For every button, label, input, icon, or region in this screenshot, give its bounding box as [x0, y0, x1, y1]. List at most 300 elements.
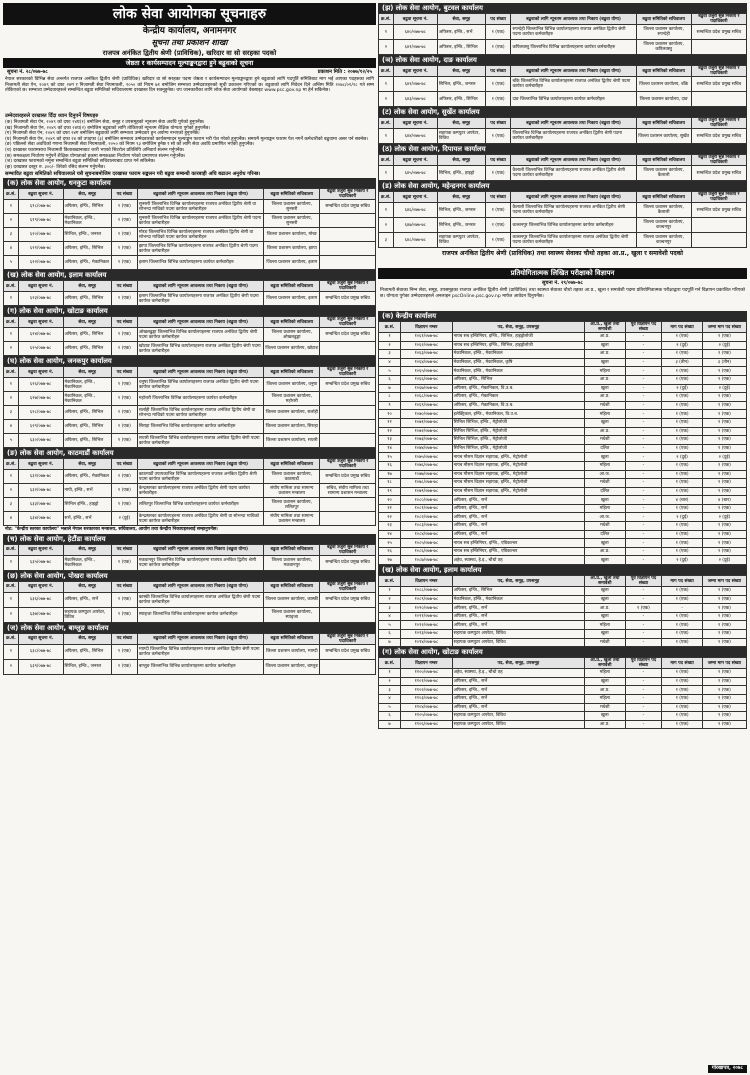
column-header: पद संख्या [111, 544, 137, 555]
table-cell: १ (एक) [111, 592, 137, 607]
table-cell: १ (एक) [111, 392, 137, 406]
table-cell: खुला [585, 630, 625, 639]
column-header: बढुवा सूचना नं. [393, 118, 437, 129]
table-cell: २ [4, 607, 19, 622]
table-row [379, 638, 747, 647]
column-header: बढुवा समितिको सचिवालय [264, 367, 320, 378]
column-header: पद, सेवा, समूह, उपसमूह [452, 322, 584, 333]
table-cell: ११०३/०७७-७८ [401, 694, 453, 703]
office-title: (ट) लोक सेवा आयोग, सुर्खेत कार्यालय [378, 107, 747, 117]
table-cell: जिल्ला प्रशासन कार्यालय, मोरङ [264, 228, 320, 242]
table-cell: २ [379, 218, 394, 233]
table-row [4, 498, 376, 512]
condition-item: (ग) निजामती सेवा ऐन, २०४९ को दफा २४ग बमोजिम बढुवाको लागि सम्भाव्य उम्मेदवार हुन अयोग्य नभएको हुनुपर्नेछ। [5, 131, 200, 137]
condition-item: (ज) दरखास्त फारामको नमूना सम्बन्धित बढुवा समितिको सचिवालयबाट प्राप्त गर्न सकिनेछ। [5, 159, 156, 165]
column-header: विज्ञापन नम्बर [401, 658, 453, 669]
office-title: (ज) लोक सेवा आयोग, बाग्लुङ कार्यालय [3, 623, 376, 633]
office-title: (ङ) लोक सेवा आयोग, काठमाडौं कार्यालय [3, 448, 376, 458]
exam-intro: निजामती सेवाका निम्न सेवा, समूह, उपसमूहका राजपत्र अनंकित द्वितीय श्रेणी (प्राविधिक) तथा स्वास्थ्य सेवाका चौथो तहका आ.प्र., खुला र समावेशी पदमा प्रतियोगितात्मक परीक्षाद्वारा पदपूर्ति गर्न विज्ञापन प्रकाशित गरिएको छ। योग्यता पुगेका उम्मेदवारहरुले अनलाइन pscOnline.psc.gov.np मार्फत आवेदन दिनुपर्नेछ। [380, 288, 745, 299]
table-cell: १ (एक) [662, 621, 702, 630]
table-cell: १ (एक) [702, 595, 746, 604]
exam-office-title: (ग) लोक सेवा आयोग, खोटाङ कार्यालय [378, 647, 747, 657]
table-cell: १ (एक) [662, 427, 702, 436]
table-header-row [379, 322, 747, 333]
table-cell: १ (एक) [625, 604, 662, 613]
column-header: बढुवा समितिको सचिवालय [264, 189, 320, 200]
table-cell: १ (एक) [111, 659, 137, 674]
column-header: बढुवाको लागि न्यूनतम आवश्यक तथा निकाय (बढुवा योग्य) [137, 189, 263, 200]
table-cell: मेकानिकल, इन्जि., मेकानिकल [452, 350, 584, 359]
table-cell: - [625, 367, 662, 376]
table-row [379, 530, 747, 539]
table-cell: १ [4, 378, 19, 392]
table-cell: मधेशी [585, 638, 625, 647]
table-cell: मेकानिकल, इन्जि., मेकानिकल [63, 392, 111, 406]
table-cell: अहेव, स्वास्थ्य, हे.इ., चौथो तह [452, 669, 584, 678]
table-cell: २ [4, 214, 19, 228]
table-cell: १०९३/०७७-७८ [401, 630, 453, 639]
table-cell: कैलाली जिल्लाभित्र विभिन्न कार्यालयहरुमा राजपत्र अनंकित द्वितीय श्रेणी पदमा कार्यरत कर्मचारीहरु [511, 203, 636, 218]
table-cell: - [625, 677, 662, 686]
table-row [4, 292, 376, 306]
table-header-row [379, 118, 747, 129]
table-cell: १०८५/०७७-७८ [401, 539, 453, 548]
table-cell: जिल्ला प्रशासन कार्यालय, रुपन्देही [636, 25, 691, 40]
column-header: बढुवाको लागि न्यूनतम आवश्यक तथा निकाय (बढुवा योग्य) [511, 155, 636, 166]
table-cell: १ [4, 200, 19, 214]
table-cell: दलित [585, 487, 625, 496]
table-cell: १ (एक) [485, 129, 511, 144]
table-row [379, 504, 747, 513]
table-cell: सम्बन्धित प्रदेश प्रमुख सचिव [320, 328, 376, 342]
left-office-tables-2 [3, 534, 376, 675]
table-cell: जिल्ला प्रशासन कार्यालय, ललितपुर [264, 498, 320, 512]
table-cell: सिभिल, इन्जि., जनरल [63, 659, 111, 674]
table-cell: जिल्ला प्रशासन कार्यालय, स्याङ्जा [264, 607, 320, 622]
table-cell: खुला [585, 358, 625, 367]
table-cell: मधेशी [585, 522, 625, 531]
column-header: बढुवा उजुरी सुन्ने निकाय र पदाधिकारी [691, 155, 746, 166]
table-cell: १ (एक) [702, 694, 746, 703]
table-cell: १०६८/०७७-७८ [401, 393, 453, 402]
table-cell: अफिसर, इन्जि., सिभिल [63, 292, 111, 306]
table-cell: खुला [585, 587, 625, 596]
table-row [379, 479, 747, 488]
promotion-table [378, 65, 747, 107]
table-cell: अफिसर, इन्जि., मेकानिकल [63, 256, 111, 270]
table-cell: १ (एक) [702, 669, 746, 678]
promotion-table [3, 633, 376, 675]
table-cell: १०६२/०७७-७८ [401, 341, 453, 350]
table-cell: २ (दुई) [702, 453, 746, 462]
kathmandu-note: नोट: "केन्द्रीय स्तरका कार्यालय" भन्नाले नेपाल सरकारका मन्त्रालय, सचिवालय, आयोग तथा केन्द्रीय निकायहरुलाई सम्झनुपर्नेछ। [5, 527, 218, 533]
table-cell: अफिसर, इन्जि., सिभिल [437, 92, 485, 107]
table-cell: ६२६/०७७-७८ [18, 378, 63, 392]
table-cell: - [625, 669, 662, 678]
table-cell: १ [379, 25, 394, 40]
table-cell: नायब मौसम विज्ञान सहायक, इन्जि., मेट्रोलोजी [452, 461, 584, 470]
column-header: बढुवा उजुरी सुन्ने निकाय र पदाधिकारी [320, 189, 376, 200]
table-row [379, 595, 747, 604]
table-row [4, 214, 376, 228]
table-row [379, 461, 747, 470]
table-cell: अफिसर, इन्जि., सिभिल [63, 200, 111, 214]
column-header: बढुवाको लागि न्यूनतम आवश्यक तथा निकाय (बढुवा योग्य) [137, 633, 263, 644]
table-cell: १५ [379, 453, 401, 462]
promotion-table [3, 581, 376, 623]
table-cell: मकवानपुर जिल्लाभित्र विभिन्न कार्यालयहरुमा राजपत्र अनंकित द्वितीय श्रेणी पदमा कार्यरत कर्मचारीहरु [137, 555, 263, 570]
table-cell: आ.प्र. [585, 686, 625, 695]
table-cell: १०७४/०७७-७८ [401, 444, 453, 453]
office-title: (छ) लोक सेवा आयोग, पोखरा कार्यालय [3, 571, 376, 581]
table-cell: आ.ज. [585, 470, 625, 479]
table-cell: १ [379, 587, 401, 596]
notice-subtitle: राजपत्र अनंकित द्वितीय श्रेणी (प्राविधिक), खरिदार वा सो सरहका पदको [102, 49, 277, 57]
table-cell: ११०५/०७७-७८ [401, 712, 453, 721]
table-header-row [379, 192, 747, 203]
table-header-row [4, 189, 376, 200]
table-row [379, 40, 747, 55]
table-cell [320, 242, 376, 256]
table-row [379, 410, 747, 419]
table-cell: जिल्ला प्रशासन कार्यालय, इलाम [264, 292, 320, 306]
table-cell: १ [379, 77, 394, 92]
table-cell: १ (एक) [662, 587, 702, 596]
table-cell: १ (एक) [111, 420, 137, 434]
table-cell: सम्बन्धित प्रदेश प्रमुख सचिव [320, 555, 376, 570]
table-cell: आ.प्र. [585, 427, 625, 436]
table-cell: २ (दुई) [662, 384, 702, 393]
promotion-table [378, 154, 747, 181]
promotion-table [3, 188, 376, 270]
table-cell: - [625, 410, 662, 419]
column-header: बढुवाको लागि न्यूनतम आवश्यक तथा निकाय (बढुवा योग्य) [137, 367, 263, 378]
promotion-table [378, 191, 747, 248]
table-cell: ६३४/०७७-७८ [18, 512, 63, 526]
table-row [379, 522, 747, 531]
table-cell: - [625, 612, 662, 621]
table-cell: १ (एक) [702, 703, 746, 712]
table-cell: सिभिल सिभिल, इन्जि., मेट्रोलोजी [452, 418, 584, 427]
exam-table [378, 321, 747, 565]
table-cell: - [625, 358, 662, 367]
column-header: बढुवा सूचना नं. [18, 581, 63, 592]
table-cell: ६२०/०७७-७८ [18, 228, 63, 242]
table-row [379, 401, 747, 410]
column-header: क्र.सं. [4, 633, 19, 644]
column-header: सेवा, समूह [63, 459, 111, 470]
table-cell: १०७३/०७७-७८ [401, 436, 453, 445]
table-cell: १ (एक) [662, 367, 702, 376]
table-cell: १ (एक) [111, 200, 137, 214]
table-row [379, 218, 747, 233]
table-cell [691, 40, 746, 55]
table-cell: ६३३/०७७-७८ [18, 498, 63, 512]
table-cell: जिल्ला प्रशासन कार्यालय, सुर्खेत [636, 129, 691, 144]
column-header: बढुवा समितिको सचिवालय [636, 14, 691, 25]
table-row [4, 512, 376, 526]
table-cell: १७ [379, 470, 401, 479]
column-header: बढुवाको लागि न्यूनतम आवश्यक तथा निकाय (बढुवा योग्य) [137, 317, 263, 328]
table-cell: सिभिल, इन्जि., हाइड्रो [437, 166, 485, 181]
table-cell: खुला [585, 453, 625, 462]
table-row [4, 328, 376, 342]
table-cell: १०६४/०७७-७८ [401, 358, 453, 367]
column-header: बढुवा सूचना नं. [18, 281, 63, 292]
table-row [379, 487, 747, 496]
table-cell: अफिसर, इन्जि., सिभिल [63, 342, 111, 356]
table-cell: जिल्ला प्रशासन कार्यालय, झापा [264, 242, 320, 256]
table-row [379, 427, 747, 436]
table-header-row [4, 317, 376, 328]
table-cell: खुला [585, 677, 625, 686]
table-cell: १ (एक) [662, 677, 702, 686]
table-cell: - [625, 436, 662, 445]
table-cell: १ (एक) [662, 669, 702, 678]
table-cell: अफिसर, इन्जि., सर्भे [437, 25, 485, 40]
exam-notice-number: सूचना नं. २९/०७७-७८ [542, 280, 583, 286]
column-header: क्र.सं. [379, 192, 394, 203]
table-cell: ५ [379, 621, 401, 630]
table-cell: सहायक कम्प्युटर अपरेटर, विविध [452, 720, 584, 729]
column-header: क्र.सं. [4, 189, 19, 200]
table-cell: १ (एक) [702, 375, 746, 384]
table-cell: १ (एक) [662, 539, 702, 548]
table-cell: १ (एक) [662, 350, 702, 359]
table-cell: - [625, 630, 662, 639]
column-header: क्र.सं. [379, 658, 401, 669]
table-cell: १२ [379, 427, 401, 436]
table-cell: १ (एक) [111, 378, 137, 392]
table-cell: १०७२/०७७-७८ [401, 427, 453, 436]
table-cell: ५ [4, 434, 19, 448]
table-cell: १ [4, 470, 19, 484]
table-cell: १०९४/०७७-७८ [401, 638, 453, 647]
table-cell: ३ [4, 498, 19, 512]
table-cell: - [625, 694, 662, 703]
table-cell: - [625, 686, 662, 695]
column-header: सेवा, समूह [437, 192, 485, 203]
table-cell: १०९०/०७७-७८ [401, 604, 453, 613]
table-cell: कास्की जिल्लाभित्र विभिन्न कार्यालयहरुमा राजपत्र अनंकित द्वितीय श्रेणी पदमा कार्यरत कर्मचारीहरु [137, 592, 263, 607]
table-cell: आ.प्र. [585, 350, 625, 359]
table-cell: १ (एक) [485, 92, 511, 107]
table-cell: ओखलढुङ्गा जिल्लाभित्र विभिन्न कार्यालयहरुमा राजपत्र अनंकित द्वितीय श्रेणी पदमा कार्यरत कर्मचारीहरु [137, 328, 263, 342]
table-cell: ४ (चार) [702, 496, 746, 505]
column-header: बढुवा उजुरी सुन्ने निकाय र पदाधिकारी [320, 459, 376, 470]
column-header: बढुवा समितिको सचिवालय [636, 66, 691, 77]
table-cell: अफिसर, इन्जि., सिभिल [63, 420, 111, 434]
table-row [4, 392, 376, 406]
table-cell: १३ [379, 436, 401, 445]
condition-item: (ख) निजामती सेवा ऐन, २०४९ को दफा २४घ(२) बमोजिम बढुवाको लागि तोकिएको न्यूनतम शैक्षिक योग्यता पुगेको हुनुपर्नेछ। [5, 125, 211, 131]
table-cell: २ [379, 677, 401, 686]
column-header: बढुवा सूचना नं. [393, 192, 437, 203]
column-header: क्र.सं. [379, 155, 394, 166]
table-cell: मधेशी [585, 479, 625, 488]
column-header: बढुवा उजुरी सुन्ने निकाय र पदाधिकारी [691, 66, 746, 77]
office-title: (झ) लोक सेवा आयोग, बुटवल कार्यालय [378, 3, 747, 13]
table-cell: ६ [379, 375, 401, 384]
table-cell: ३ [379, 233, 394, 248]
table-cell: १ (एक) [702, 504, 746, 513]
table-cell: १ (एक) [485, 218, 511, 233]
promotion-table [378, 117, 747, 144]
table-cell: ६२७/०७७-७८ [18, 392, 63, 406]
table-cell: ५ [379, 367, 401, 376]
exam-heading: राजपत्र अनंकित द्वितीय श्रेणी (प्राविधिक) तथा स्वास्थ्य सेवाका चौथो तहका आ.प्र., खुला र समावेशी पदको [442, 250, 683, 257]
table-cell: १०६९/०७७-७८ [401, 401, 453, 410]
table-row [379, 453, 747, 462]
table-row [379, 350, 747, 359]
table-cell: सहायक कम्प्युटर अपरेटर, विविध [437, 129, 485, 144]
table-cell: १०७५/०७७-७८ [401, 453, 453, 462]
column-header: बढुवा सूचना नं. [18, 633, 63, 644]
table-cell: २ (दुई) [662, 341, 702, 350]
table-cell: १०९२/०७७-७८ [401, 621, 453, 630]
table-cell: नापी, इन्जि., सर्भे [63, 484, 111, 498]
table-cell: महिला [585, 410, 625, 419]
table-cell: जिल्ला प्रशासन कार्यालय, कञ्चनपुर [636, 233, 691, 248]
table-cell: नायब सब इन्जिनियर, इन्जि., सिभिल, हाइड्रोलोजी [452, 341, 584, 350]
table-cell: १ (एक) [111, 292, 137, 306]
table-cell: २० [379, 496, 401, 505]
table-cell: १ (एक) [111, 434, 137, 448]
table-cell: - [625, 530, 662, 539]
table-cell: महिला [585, 461, 625, 470]
table-cell: १ (एक) [702, 630, 746, 639]
column-header: सेवा, समूह [63, 189, 111, 200]
table-cell: जिल्ला प्रशासन कार्यालय, सप्तरी [264, 434, 320, 448]
condition-item: (झ) दरखास्त दस्तुर रु. ३००/- तिरेको रसिद संलग्न गर्नुपर्नेछ। [5, 164, 106, 170]
table-cell: १०८९/०७७-७८ [401, 595, 453, 604]
column-header: सेवा, समूह [437, 155, 485, 166]
table-cell: सम्बन्धित प्रदेश प्रमुख सचिव [691, 166, 746, 181]
table-cell: १०६१/०७७-७८ [401, 333, 453, 342]
table-cell: १०८२/०७७-७८ [401, 513, 453, 522]
table-cell: जिल्ला प्रशासन कार्यालय, कञ्चनपुर [636, 218, 691, 233]
table-cell: अफिसर, इन्जि., सर्भे [452, 621, 584, 630]
column-header: पद संख्या [111, 633, 137, 644]
table-cell: जिल्ला प्रशासन कार्यालय, कपिलवस्तु [636, 40, 691, 55]
table-cell: १ [4, 644, 19, 659]
table-cell: १ (एक) [702, 720, 746, 729]
table-cell: ६४७/०७७-७८ [393, 218, 437, 233]
table-cell: खुला [585, 595, 625, 604]
table-cell: - [625, 720, 662, 729]
table-cell: - [625, 547, 662, 556]
table-cell: १ (एक) [702, 638, 746, 647]
bold-notice: सम्भावित बढुवा समितिको सचिवालयले यसै सूचनाबमोजिम दरखास्त फाराम सङ्कलन गरी बढुवा सम्बन्धी कारबाही अघि बढाउन अनुरोध गरिन्छ। [5, 171, 261, 178]
column-header: बढुवा समितिको सचिवालय [264, 459, 320, 470]
table-cell: १०८४/०७७-७८ [401, 530, 453, 539]
table-row [4, 342, 376, 356]
table-cell: मेकानिकल, इन्जि., मेकानिकल [452, 367, 584, 376]
table-cell: २४ [379, 530, 401, 539]
table-cell: महिला [585, 504, 625, 513]
promotion-table [3, 458, 376, 526]
table-cell: ४ [379, 612, 401, 621]
table-cell: १ (एक) [702, 444, 746, 453]
table-cell: इलाम जिल्लाभित्र विभिन्न कार्यालयहरुमा राजपत्र अनंकित द्वितीय श्रेणी पदमा कार्यरत कर्मचारीहरु [137, 292, 263, 306]
table-cell: २२ [379, 513, 401, 522]
table-row [4, 484, 376, 498]
promotion-table [3, 366, 376, 448]
table-row [379, 333, 747, 342]
table-cell: १ (एक) [662, 522, 702, 531]
table-cell: जिल्ला प्रशासन कार्यालय, कैलाली [636, 166, 691, 181]
promotion-notice-title: जेष्ठता र कार्यसम्पादन मूल्याङ्कनद्वारा हुने बढुवाको सूचना [3, 58, 376, 68]
table-cell: १ (एक) [662, 401, 702, 410]
table-cell: १ (एक) [662, 703, 702, 712]
table-cell: १ (एक) [702, 530, 746, 539]
table-cell: सहायक कम्प्युटर अपरेटर, विविध [452, 630, 584, 639]
table-cell: ७ [379, 384, 401, 393]
table-cell: ६३१/०७७-७८ [18, 470, 63, 484]
table-row [379, 393, 747, 402]
table-cell: १ (एक) [702, 410, 746, 419]
table-cell: १ (एक) [662, 547, 702, 556]
table-cell: २ [379, 40, 394, 55]
table-row [379, 367, 747, 376]
table-cell: अफिसर, इन्जि., सिभिल [452, 375, 584, 384]
column-header: बढुवा उजुरी सुन्ने निकाय र पदाधिकारी [320, 581, 376, 592]
table-row [379, 712, 747, 721]
table-cell: सचिव, संघीय मामिला तथा सामान्य प्रशासन मन्त्रालय [320, 484, 376, 498]
promotion-table [3, 280, 376, 306]
table-cell: ९ [379, 401, 401, 410]
table-cell: ६३५/०७७-७८ [18, 555, 63, 570]
table-cell: जिल्ला प्रशासन कार्यालय, सुनसरी [264, 214, 320, 228]
table-cell: कञ्चनपुर जिल्लाभित्र विभिन्न कार्यालयहरुमा कार्यरत कर्मचारीहरु [511, 218, 636, 233]
table-cell: जिल्ला प्रशासन कार्यालय, बाँके [636, 77, 691, 92]
table-cell: अफिसर, इन्जि., सर्भे [452, 504, 584, 513]
table-cell: ६ [379, 630, 401, 639]
table-cell: जिल्लाभित्र विभिन्न कार्यालयहरुमा राजपत्र अनंकित द्वितीय श्रेणी पदमा कार्यरत कर्मचारीहरु [511, 129, 636, 144]
office-title: (ग) लोक सेवा आयोग, खोटाङ कार्यालय [3, 306, 376, 316]
table-header-row [4, 367, 376, 378]
column-header: माग पद संख्या [662, 576, 702, 587]
column-header: क्र.सं. [379, 66, 394, 77]
table-cell: जिल्ला प्रशासन कार्यालय, सुनसरी [264, 200, 320, 214]
table-cell: खुला [585, 496, 625, 505]
table-cell: अफिसर, इन्जि., सर्भे [452, 686, 584, 695]
condition-item: (क) निजामती सेवा ऐन, २०४९ को दफा २४घ(१) बमोजिम सेवा, समूह र उपसमूहको न्यूनतम सेवा अवधि पुगेको हुनुपर्नेछ। [5, 120, 205, 125]
column-header: बढुवा समितिको सचिवालय [264, 581, 320, 592]
table-cell [320, 420, 376, 434]
table-cell: स्याङ्जा जिल्लाभित्र विभिन्न कार्यालयहरुमा कार्यरत कर्मचारीहरु [137, 607, 263, 622]
table-cell: ७ [379, 638, 401, 647]
office-title: (घ) लोक सेवा आयोग, जनकपुर कार्यालय [3, 356, 376, 366]
office-title: (ड) लोक सेवा आयोग, महेन्द्रनगर कार्यालय [378, 181, 747, 191]
notice-number: सूचना नं. २८/०७७-७८ [7, 69, 48, 75]
table-row [4, 434, 376, 448]
table-cell: सम्बन्धित प्रदेश प्रमुख सचिव [320, 470, 376, 484]
table-cell: १ (एक) [662, 470, 702, 479]
table-cell: अफिसर, इन्जि., मेकानिकल [452, 393, 584, 402]
table-cell: महिला [585, 367, 625, 376]
table-cell: १०८८/०७७-७८ [401, 587, 453, 596]
table-cell: ११ [379, 418, 401, 427]
table-cell [320, 214, 376, 228]
table-row [4, 644, 376, 659]
table-cell: ६४६/०७७-७८ [393, 203, 437, 218]
table-cell [691, 233, 746, 248]
table-cell: १ (एक) [662, 333, 702, 342]
exam-table [378, 657, 747, 729]
column-header: बढुवा उजुरी सुन्ने निकाय र पदाधिकारी [320, 544, 376, 555]
table-cell: ११००/०७७-७८ [401, 669, 453, 678]
